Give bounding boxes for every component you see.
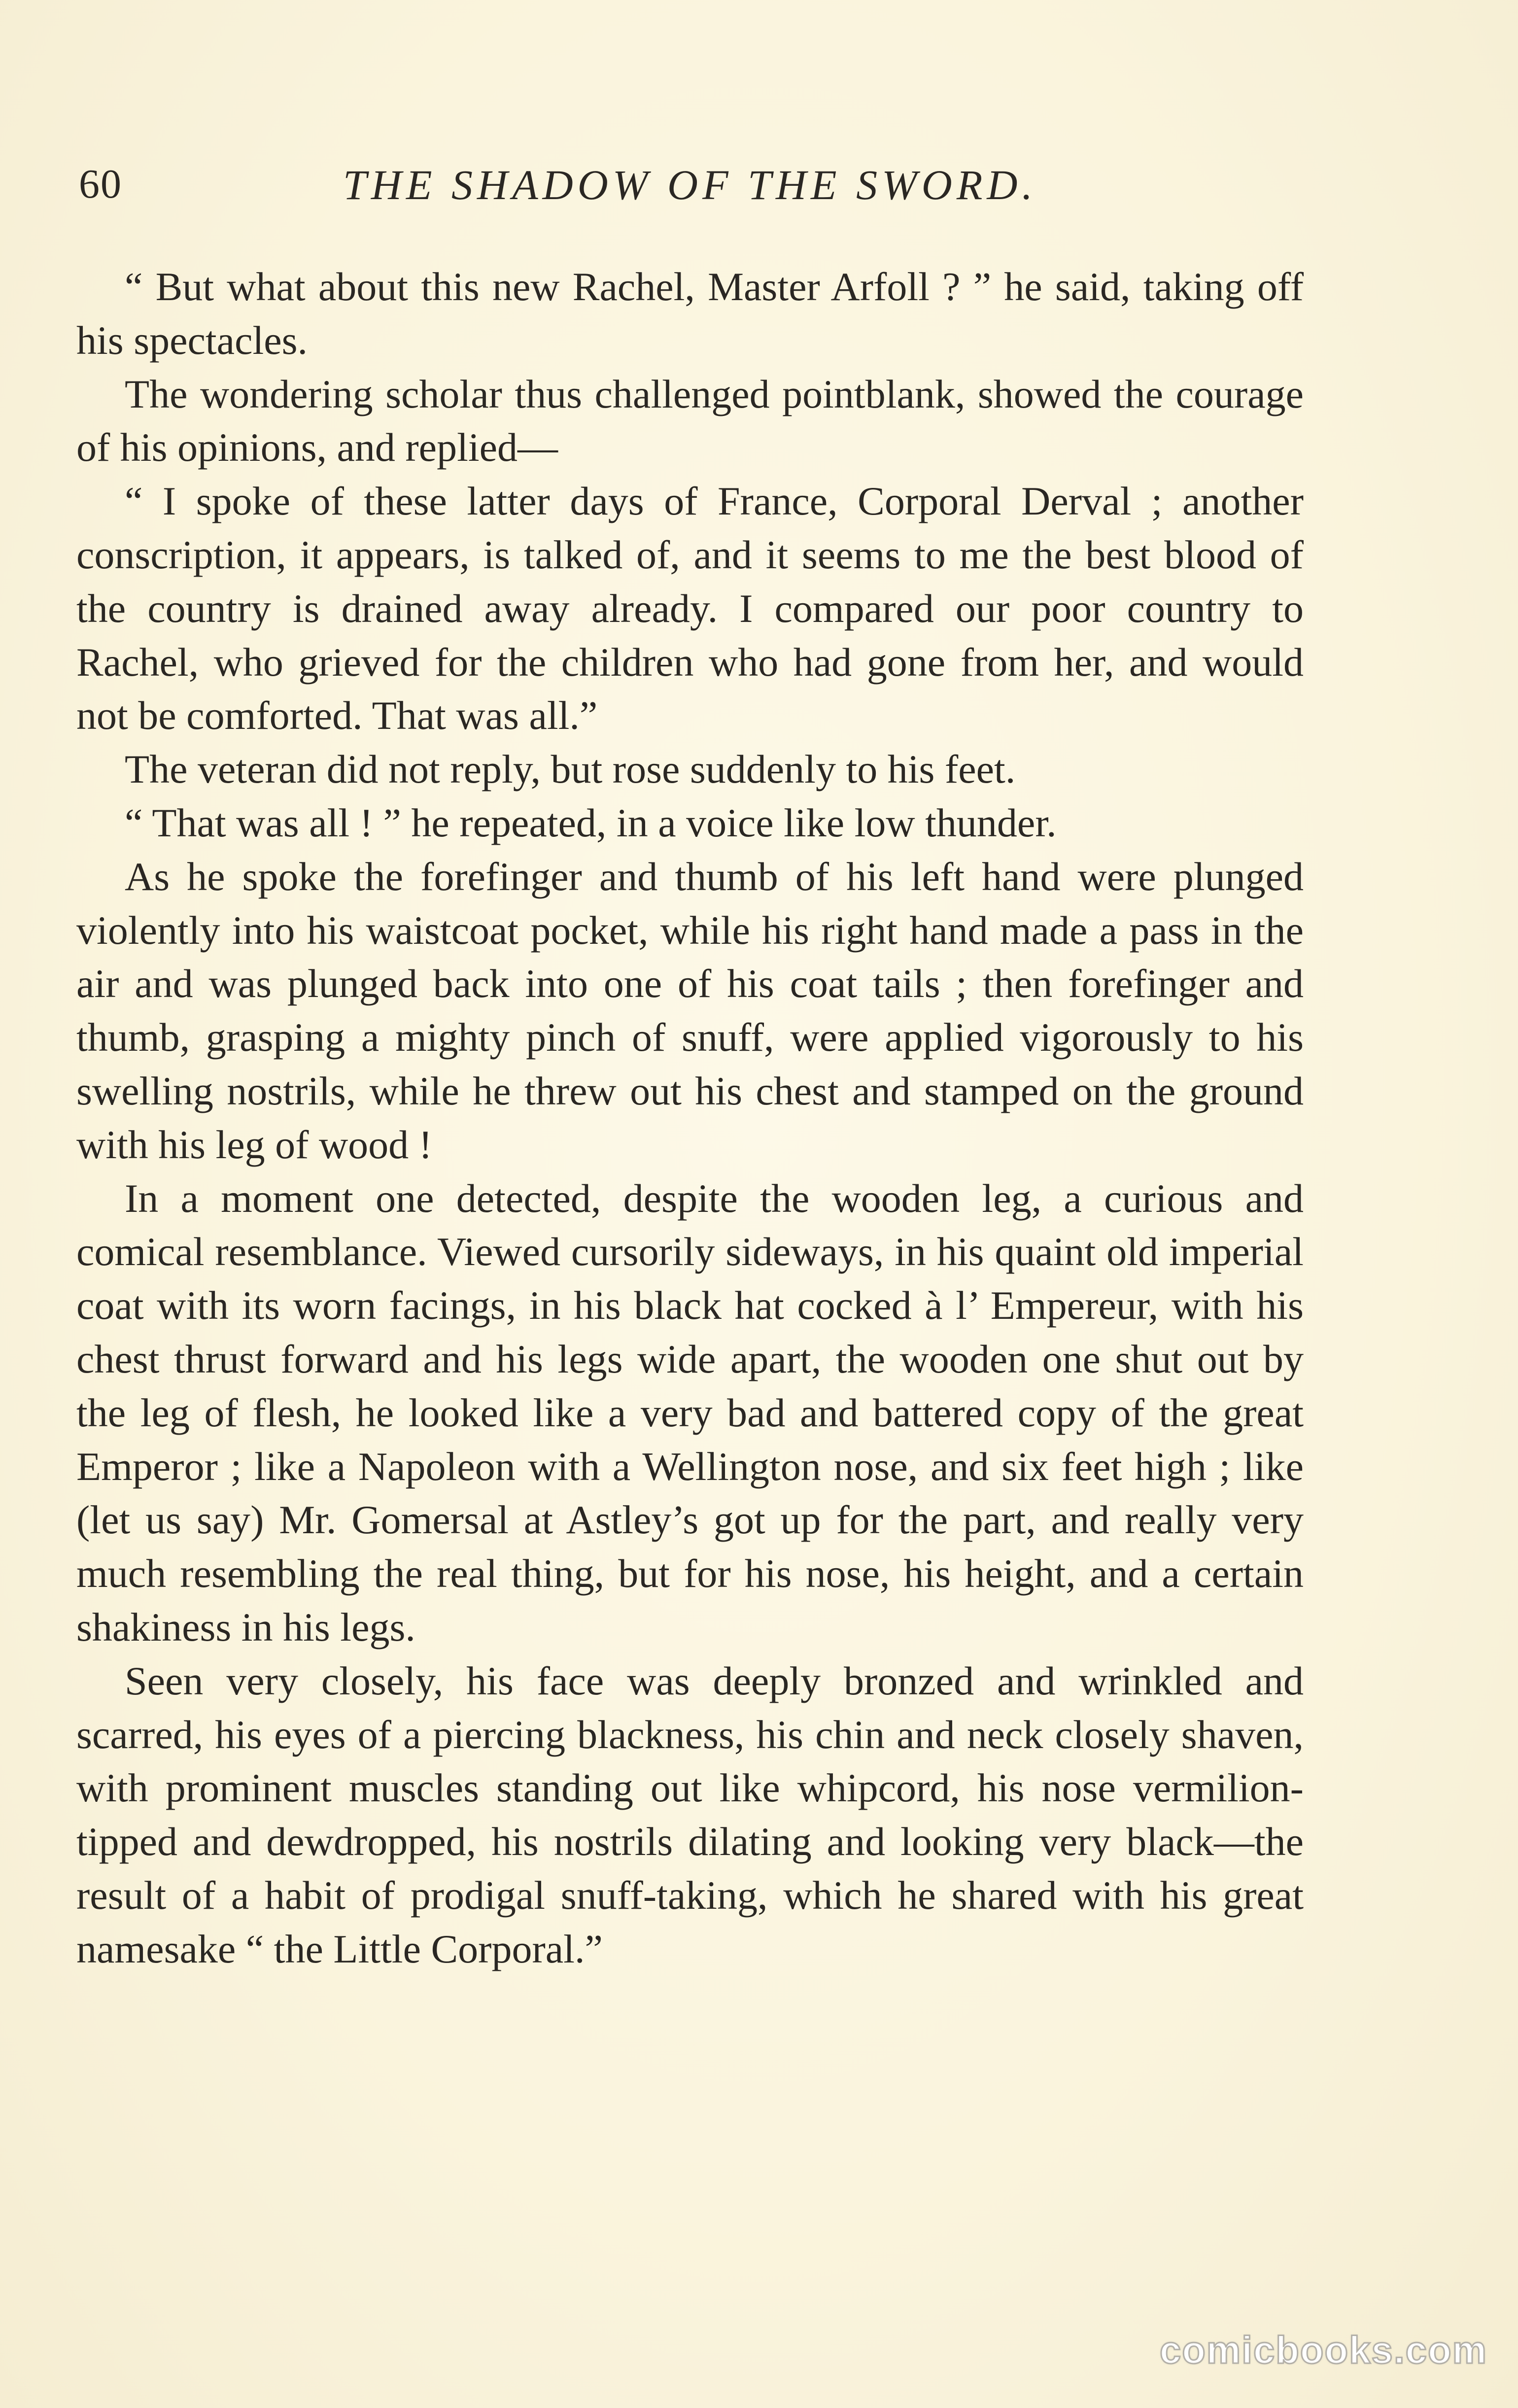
paragraph: “ But what about this new Rachel, Master Arfoll ? ” he said, taking off his spectacles. [76, 264, 1304, 363]
paragraph: Seen very closely, his face was deeply bronzed and wrinkled and scarred, his eyes of a piercing blackness, his chin and neck closely shaven, with prominent muscles standing out like whipcord, his nose vermilion-tipped and dewdropped, his nostrils dilating and looking very black—the result of a habit of prodigal snuff-taking, which he shared with his great namesake “ the Little Corporal.” [76, 1658, 1304, 1971]
site-watermark: comicbooks.com [1159, 2328, 1487, 2372]
paragraph: “ I spoke of these latter days of France, Corporal Derval ; another conscription, it appears, is talked of, and it seems to me the best blood of the country is drained away already. I compared our poor country to Rachel, who grieved for the children who had gone from her, and would not be comforted. That was all.” [76, 479, 1304, 738]
paragraph: As he spoke the forefinger and thumb of his left hand were plunged violently into his waistcoat pocket, while his right hand made a pass in the air and was plunged back into one of his coat tails ; then forefinger and thumb, grasping a mighty pinch of snuff, were applied vigorously to his swelling nostrils, while he threw out his chest and stamped on the ground with his leg of wood ! [76, 854, 1304, 1167]
paragraph: The wondering scholar thus challenged pointblank, showed the courage of his opinions, and replied— [76, 371, 1304, 470]
page-number: 60 [79, 161, 122, 207]
paragraph: In a moment one detected, despite the wooden leg, a curious and comical resemblance. Viewed cursorily sideways, in his quaint old imperial coat with its worn facings, in his black hat cocked à l’ Empereur, with his chest thrust forward and his legs wide apart, the wooden one shut out by the leg of flesh, he looked like a very bad and battered copy of the great Emperor ; like a Napoleon with a Wellington nose, and six feet high ; like (let us say) Mr. Gomersal at Astley’s got up for the part, and really very much resembling the real thing, but for his nose, his height, and a certain shakiness in his legs. [76, 1175, 1304, 1650]
page-header [79, 160, 1301, 214]
running-title: THE SHADOW OF THE SWORD. [343, 161, 1037, 208]
paragraph: The veteran did not reply, but rose suddenly to his feet. [125, 747, 1016, 792]
paragraph: “ That was all ! ” he repeated, in a voice like low thunder. [125, 800, 1057, 845]
body-text [76, 260, 1304, 1976]
